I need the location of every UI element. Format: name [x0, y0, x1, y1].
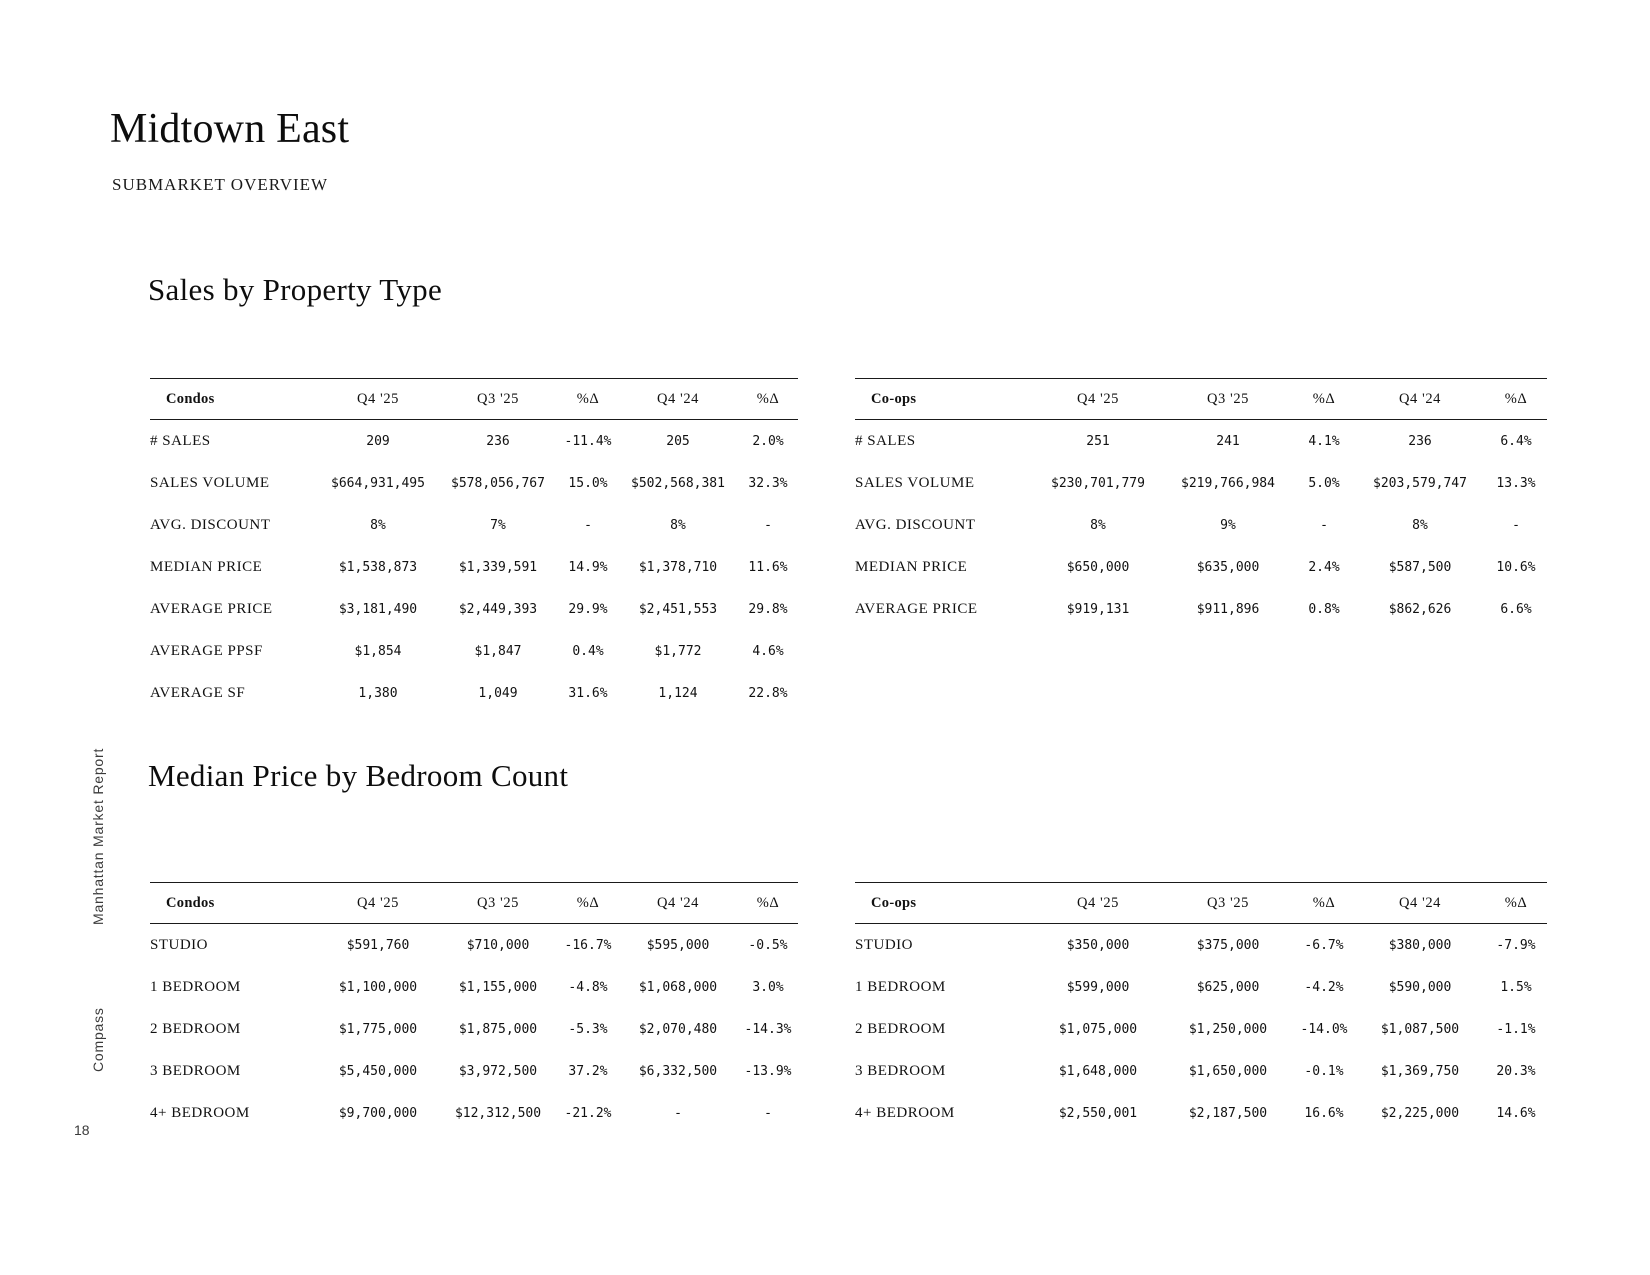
- row-label: 3 BEDROOM: [150, 1062, 241, 1079]
- cell: $2,070,480: [638, 1021, 718, 1037]
- table-row: [150, 462, 798, 504]
- cell: 15.0%: [568, 475, 608, 491]
- table-row: [150, 672, 798, 714]
- column-header: Q3 '25: [1163, 883, 1293, 924]
- column-header: %Δ: [738, 883, 798, 924]
- cell: -: [674, 1105, 682, 1121]
- cell: $625,000: [1196, 979, 1260, 995]
- cell: $1,087,500: [1380, 1021, 1460, 1037]
- cell: 236: [1408, 433, 1432, 449]
- cell: -5.3%: [568, 1021, 608, 1037]
- page-subtitle: SUBMARKET OVERVIEW: [112, 175, 329, 194]
- cell: $2,550,001: [1058, 1105, 1138, 1121]
- cell: 251: [1086, 433, 1110, 449]
- table-row: [855, 420, 1547, 463]
- table-row: [150, 924, 798, 967]
- cell: $1,075,000: [1058, 1021, 1138, 1037]
- cell: 8%: [1412, 517, 1428, 533]
- table-row: [150, 630, 798, 672]
- section-heading-sales-by-property-type: Sales by Property Type: [148, 272, 443, 307]
- table-row: [150, 504, 798, 546]
- table: [150, 882, 798, 1134]
- cell: $599,000: [1066, 979, 1130, 995]
- row-label: STUDIO: [855, 936, 913, 953]
- row-label: # SALES: [855, 432, 916, 449]
- cell: $3,972,500: [458, 1063, 538, 1079]
- column-header: Q4 '25: [1033, 379, 1163, 420]
- table-condos-median-price: [150, 882, 798, 1134]
- sidebar-brand-label: Compass: [90, 1007, 106, 1072]
- column-header: Q4 '24: [618, 883, 738, 924]
- cell: -13.9%: [744, 1063, 792, 1079]
- cell: 8%: [370, 517, 386, 533]
- cell: $1,250,000: [1188, 1021, 1268, 1037]
- sidebar-report-label: Manhattan Market Report: [90, 747, 106, 925]
- column-header: Co-ops: [855, 379, 1033, 420]
- cell: $2,451,553: [638, 601, 718, 617]
- cell: 1,380: [358, 685, 398, 701]
- cell: 8%: [670, 517, 686, 533]
- table-row: [150, 1092, 798, 1134]
- cell: -16.7%: [564, 937, 612, 953]
- cell: 4.1%: [1308, 433, 1340, 449]
- column-header: %Δ: [1293, 379, 1355, 420]
- row-label: AVERAGE SF: [150, 684, 246, 701]
- cell: -: [764, 1105, 772, 1121]
- table-coops-sales: [855, 378, 1547, 630]
- table-row: [150, 546, 798, 588]
- table-header-row: [855, 883, 1547, 924]
- cell: -4.2%: [1304, 979, 1344, 995]
- table-row: [855, 504, 1547, 546]
- column-header: %Δ: [1293, 883, 1355, 924]
- cell: 0.4%: [572, 643, 604, 659]
- cell: $219,766,984: [1181, 475, 1275, 491]
- column-header: Q3 '25: [438, 379, 558, 420]
- cell: $1,369,750: [1380, 1063, 1460, 1079]
- cell: $350,000: [1066, 937, 1130, 953]
- row-label: AVERAGE PRICE: [150, 600, 273, 617]
- cell: 2.4%: [1308, 559, 1340, 575]
- row-label: SALES VOLUME: [150, 474, 270, 491]
- row-label: AVG. DISCOUNT: [150, 516, 271, 533]
- cell: 16.6%: [1304, 1105, 1344, 1121]
- cell: $578,056,767: [451, 475, 545, 491]
- column-header: Q4 '24: [1355, 379, 1485, 420]
- cell: 10.6%: [1496, 559, 1536, 575]
- cell: 241: [1216, 433, 1240, 449]
- row-label: 3 BEDROOM: [855, 1062, 946, 1079]
- table-row: [150, 420, 798, 463]
- column-header: %Δ: [738, 379, 798, 420]
- column-header: %Δ: [558, 883, 618, 924]
- cell: $12,312,500: [454, 1105, 542, 1121]
- cell: -14.3%: [744, 1021, 792, 1037]
- table-row: [855, 1008, 1547, 1050]
- row-label: SALES VOLUME: [855, 474, 975, 491]
- table: [150, 378, 798, 714]
- cell: -6.7%: [1304, 937, 1344, 953]
- cell: $1,854: [354, 643, 402, 659]
- cell: 29.8%: [748, 601, 788, 617]
- cell: -7.9%: [1496, 937, 1536, 953]
- table-header-row: [150, 883, 798, 924]
- cell: $203,579,747: [1373, 475, 1467, 491]
- column-header: Q4 '25: [318, 883, 438, 924]
- cell: $664,931,495: [331, 475, 425, 491]
- cell: 11.6%: [748, 559, 788, 575]
- cell: 1.5%: [1500, 979, 1532, 995]
- table-row: [855, 462, 1547, 504]
- cell: $650,000: [1066, 559, 1130, 575]
- cell: $1,378,710: [638, 559, 718, 575]
- row-label: MEDIAN PRICE: [150, 558, 263, 575]
- cell: $2,449,393: [458, 601, 538, 617]
- cell: -1.1%: [1496, 1021, 1536, 1037]
- cell: $1,068,000: [638, 979, 718, 995]
- cell: 2.0%: [752, 433, 784, 449]
- cell: 4.6%: [752, 643, 784, 659]
- cell: $862,626: [1388, 601, 1452, 617]
- cell: -: [1512, 517, 1520, 533]
- cell: 37.2%: [568, 1063, 608, 1079]
- cell: 32.3%: [748, 475, 788, 491]
- row-label: 4+ BEDROOM: [855, 1104, 955, 1121]
- table-row: [855, 966, 1547, 1008]
- cell: $591,760: [346, 937, 410, 953]
- row-label: 2 BEDROOM: [855, 1020, 946, 1037]
- cell: $502,568,381: [631, 475, 725, 491]
- cell: 236: [486, 433, 510, 449]
- cell: 29.9%: [568, 601, 608, 617]
- cell: $1,772: [654, 643, 702, 659]
- table-row: [150, 1008, 798, 1050]
- cell: $1,650,000: [1188, 1063, 1268, 1079]
- cell: $710,000: [466, 937, 530, 953]
- cell: 209: [366, 433, 390, 449]
- cell: 5.0%: [1308, 475, 1340, 491]
- cell: -0.5%: [748, 937, 788, 953]
- cell: $1,648,000: [1058, 1063, 1138, 1079]
- column-header: Condos: [150, 883, 318, 924]
- cell: $1,155,000: [458, 979, 538, 995]
- cell: 0.8%: [1308, 601, 1340, 617]
- row-label: AVERAGE PRICE: [855, 600, 978, 617]
- row-label: # SALES: [150, 432, 211, 449]
- cell: $911,896: [1196, 601, 1260, 617]
- column-header: %Δ: [1485, 883, 1547, 924]
- cell: 6.6%: [1500, 601, 1532, 617]
- table-row: [150, 588, 798, 630]
- cell: 22.8%: [748, 685, 788, 701]
- column-header: %Δ: [558, 379, 618, 420]
- cell: $2,187,500: [1188, 1105, 1268, 1121]
- cell: 31.6%: [568, 685, 608, 701]
- cell: 1,049: [478, 685, 518, 701]
- cell: $1,847: [474, 643, 522, 659]
- table-header-row: [855, 379, 1547, 420]
- cell: $9,700,000: [338, 1105, 418, 1121]
- table-row: [855, 588, 1547, 630]
- cell: 7%: [490, 517, 506, 533]
- cell: 8%: [1090, 517, 1106, 533]
- column-header: Q4 '25: [1033, 883, 1163, 924]
- table-row: [855, 924, 1547, 967]
- cell: $1,875,000: [458, 1021, 538, 1037]
- cell: 205: [666, 433, 690, 449]
- cell: $6,332,500: [638, 1063, 718, 1079]
- cell: 3.0%: [752, 979, 784, 995]
- cell: $595,000: [646, 937, 710, 953]
- cell: 14.6%: [1496, 1105, 1536, 1121]
- column-header: Q3 '25: [438, 883, 558, 924]
- column-header: Q4 '24: [618, 379, 738, 420]
- column-header: Co-ops: [855, 883, 1033, 924]
- cell: $587,500: [1388, 559, 1452, 575]
- row-label: STUDIO: [150, 936, 208, 953]
- cell: $380,000: [1388, 937, 1452, 953]
- cell: 13.3%: [1496, 475, 1536, 491]
- page-title: Midtown East: [110, 106, 350, 152]
- cell: $2,225,000: [1380, 1105, 1460, 1121]
- cell: -0.1%: [1304, 1063, 1344, 1079]
- column-header: Q4 '24: [1355, 883, 1485, 924]
- table-row: [855, 1050, 1547, 1092]
- row-label: 1 BEDROOM: [150, 978, 241, 995]
- table-row: [855, 1092, 1547, 1134]
- table: [855, 378, 1547, 630]
- cell: $1,538,873: [338, 559, 418, 575]
- cell: -: [584, 517, 592, 533]
- cell: $1,775,000: [338, 1021, 418, 1037]
- cell: 20.3%: [1496, 1063, 1536, 1079]
- row-label: 1 BEDROOM: [855, 978, 946, 995]
- page-number: 18: [74, 1122, 90, 1138]
- cell: -: [764, 517, 772, 533]
- cell: $1,100,000: [338, 979, 418, 995]
- column-header: %Δ: [1485, 379, 1547, 420]
- column-header: Q4 '25: [318, 379, 438, 420]
- table: [855, 882, 1547, 1134]
- cell: 14.9%: [568, 559, 608, 575]
- cell: $1,339,591: [458, 559, 538, 575]
- column-header: Q3 '25: [1163, 379, 1293, 420]
- cell: -21.2%: [564, 1105, 612, 1121]
- cell: $230,701,779: [1051, 475, 1145, 491]
- table-header-row: [150, 379, 798, 420]
- cell: 1,124: [658, 685, 698, 701]
- cell: $919,131: [1066, 601, 1130, 617]
- table-row: [150, 1050, 798, 1092]
- row-label: 2 BEDROOM: [150, 1020, 241, 1037]
- section-heading-median-price-by-bedroom-count: Median Price by Bedroom Count: [148, 758, 569, 793]
- row-label: 4+ BEDROOM: [150, 1104, 250, 1121]
- cell: -11.4%: [564, 433, 612, 449]
- table-coops-median-price: [855, 882, 1547, 1134]
- table-row: [150, 966, 798, 1008]
- column-header: Condos: [150, 379, 318, 420]
- cell: -: [1320, 517, 1328, 533]
- cell: $590,000: [1388, 979, 1452, 995]
- cell: $5,450,000: [338, 1063, 418, 1079]
- row-label: AVG. DISCOUNT: [855, 516, 976, 533]
- cell: 6.4%: [1500, 433, 1532, 449]
- row-label: MEDIAN PRICE: [855, 558, 968, 575]
- cell: $635,000: [1196, 559, 1260, 575]
- cell: -14.0%: [1300, 1021, 1348, 1037]
- cell: -4.8%: [568, 979, 608, 995]
- table-condos-sales: [150, 378, 798, 714]
- table-row: [855, 546, 1547, 588]
- cell: $3,181,490: [338, 601, 418, 617]
- cell: 9%: [1220, 517, 1236, 533]
- cell: $375,000: [1196, 937, 1260, 953]
- row-label: AVERAGE PPSF: [150, 642, 263, 659]
